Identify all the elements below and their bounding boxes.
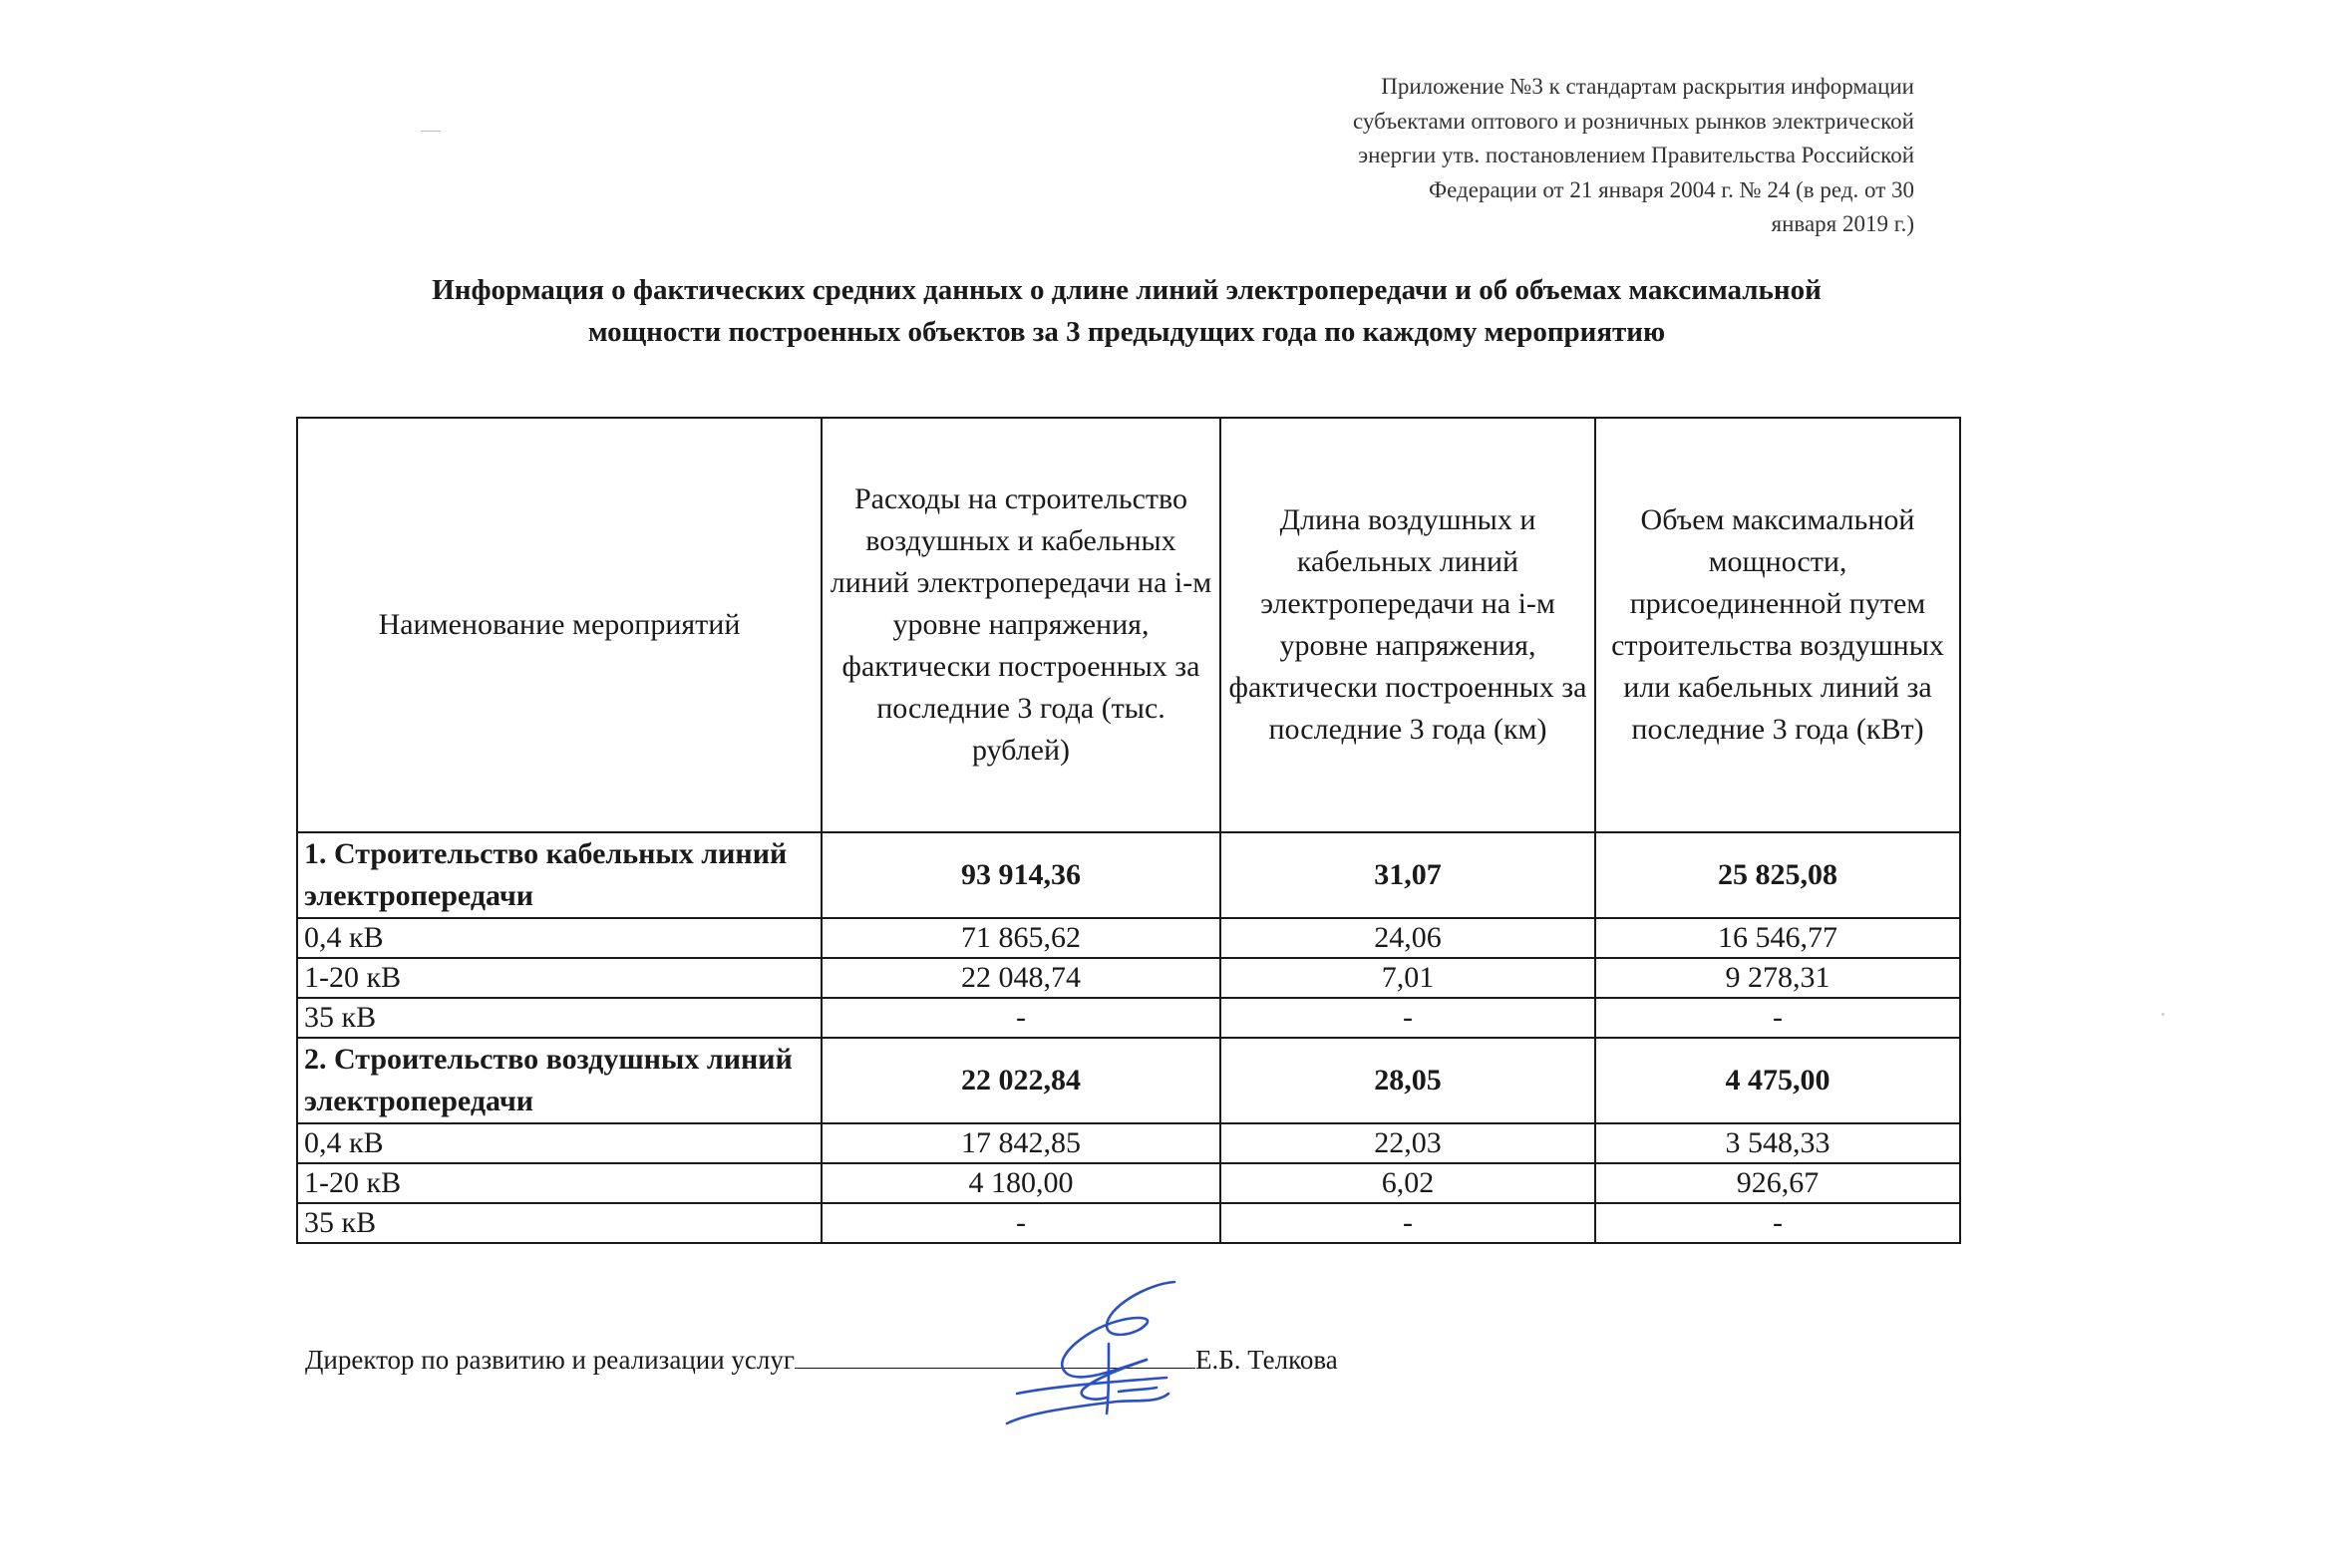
- header-name: Наименование мероприятий: [297, 418, 822, 832]
- appendix-line: субъектами оптового и розничных рынков электрической: [1353, 108, 1914, 134]
- row-length: 31,07: [1220, 832, 1595, 918]
- row-name: 0,4 кВ: [297, 918, 822, 958]
- appendix-line: Федерации от 21 января 2004 г. № 24 (в ред. от 30: [1428, 176, 1914, 202]
- row-length: 22,03: [1220, 1123, 1595, 1163]
- table-row: [297, 832, 1960, 918]
- scan-speck: [2162, 1013, 2164, 1016]
- row-name: 35 кВ: [297, 1203, 822, 1243]
- title-line: Информация о фактических средних данных о длине линий электропередачи и об объемах максимальной: [432, 274, 1822, 306]
- row-name: 35 кВ: [297, 998, 822, 1038]
- row-power: -: [1595, 1203, 1960, 1243]
- row-cost: -: [822, 998, 1220, 1038]
- table-row: [297, 918, 1960, 958]
- scan-mark: [421, 131, 441, 132]
- row-power: 25 825,08: [1595, 832, 1960, 918]
- table-header-row: [297, 418, 1960, 832]
- header-cost: Расходы на строительство воздушных и кабельных линий электропередачи на i-м уровне напряжения, фактически построенных за последние 3 года (тыс. рублей): [822, 418, 1220, 832]
- appendix-line: Приложение №3 к стандартам раскрытия информации: [1381, 74, 1914, 99]
- row-power: 9 278,31: [1595, 958, 1960, 998]
- appendix-line: января 2019 г.): [1771, 211, 1914, 236]
- table-row: [297, 1038, 1960, 1123]
- row-power: 3 548,33: [1595, 1123, 1960, 1163]
- header-length: Длина воздушных и кабельных линий электропередачи на i-м уровне напряжения, фактически построенных за последние 3 года (км): [1220, 418, 1595, 832]
- table-row: [297, 998, 1960, 1038]
- row-cost: 93 914,36: [822, 832, 1220, 918]
- title-line: мощности построенных объектов за 3 предыдущих года по каждому мероприятию: [587, 316, 1666, 348]
- table-row: [297, 958, 1960, 998]
- row-cost: 22 022,84: [822, 1038, 1220, 1123]
- row-cost: -: [822, 1203, 1220, 1243]
- row-name: 1. Строительство кабельных линий электропередачи: [297, 832, 822, 918]
- row-length: 6,02: [1220, 1163, 1595, 1203]
- row-length: 28,05: [1220, 1038, 1595, 1123]
- row-power: 4 475,00: [1595, 1038, 1960, 1123]
- row-cost: 17 842,85: [822, 1123, 1220, 1163]
- row-length: 24,06: [1220, 918, 1595, 958]
- row-name: 1-20 кВ: [297, 958, 822, 998]
- row-cost: 4 180,00: [822, 1163, 1220, 1203]
- row-cost: 22 048,74: [822, 958, 1220, 998]
- row-name: 0,4 кВ: [297, 1123, 822, 1163]
- row-power: 926,67: [1595, 1163, 1960, 1203]
- row-length: -: [1220, 1203, 1595, 1243]
- document-title: [249, 269, 2004, 353]
- row-length: -: [1220, 998, 1595, 1038]
- appendix-note: [1137, 70, 1914, 242]
- signer-name: Е.Б. Телкова: [1194, 1345, 1338, 1375]
- handwritten-signature: [997, 1274, 1216, 1433]
- row-power: -: [1595, 998, 1960, 1038]
- row-name: 2. Строительство воздушных линий электропередачи: [297, 1038, 822, 1123]
- header-power: Объем максимальной мощности, присоединенной путем строительства воздушных или кабельных линий за последние 3 года (кВт): [1595, 418, 1960, 832]
- signer-position: Директор по развитию и реализации услуг: [305, 1345, 795, 1375]
- table-row: [297, 1203, 1960, 1243]
- row-cost: 71 865,62: [822, 918, 1220, 958]
- row-power: 16 546,77: [1595, 918, 1960, 958]
- row-length: 7,01: [1220, 958, 1595, 998]
- appendix-line: энергии утв. постановлением Правительства Российской: [1358, 143, 1914, 167]
- table-row: [297, 1163, 1960, 1203]
- data-table: [296, 417, 1961, 1244]
- row-name: 1-20 кВ: [297, 1163, 822, 1203]
- table-row: [297, 1123, 1960, 1163]
